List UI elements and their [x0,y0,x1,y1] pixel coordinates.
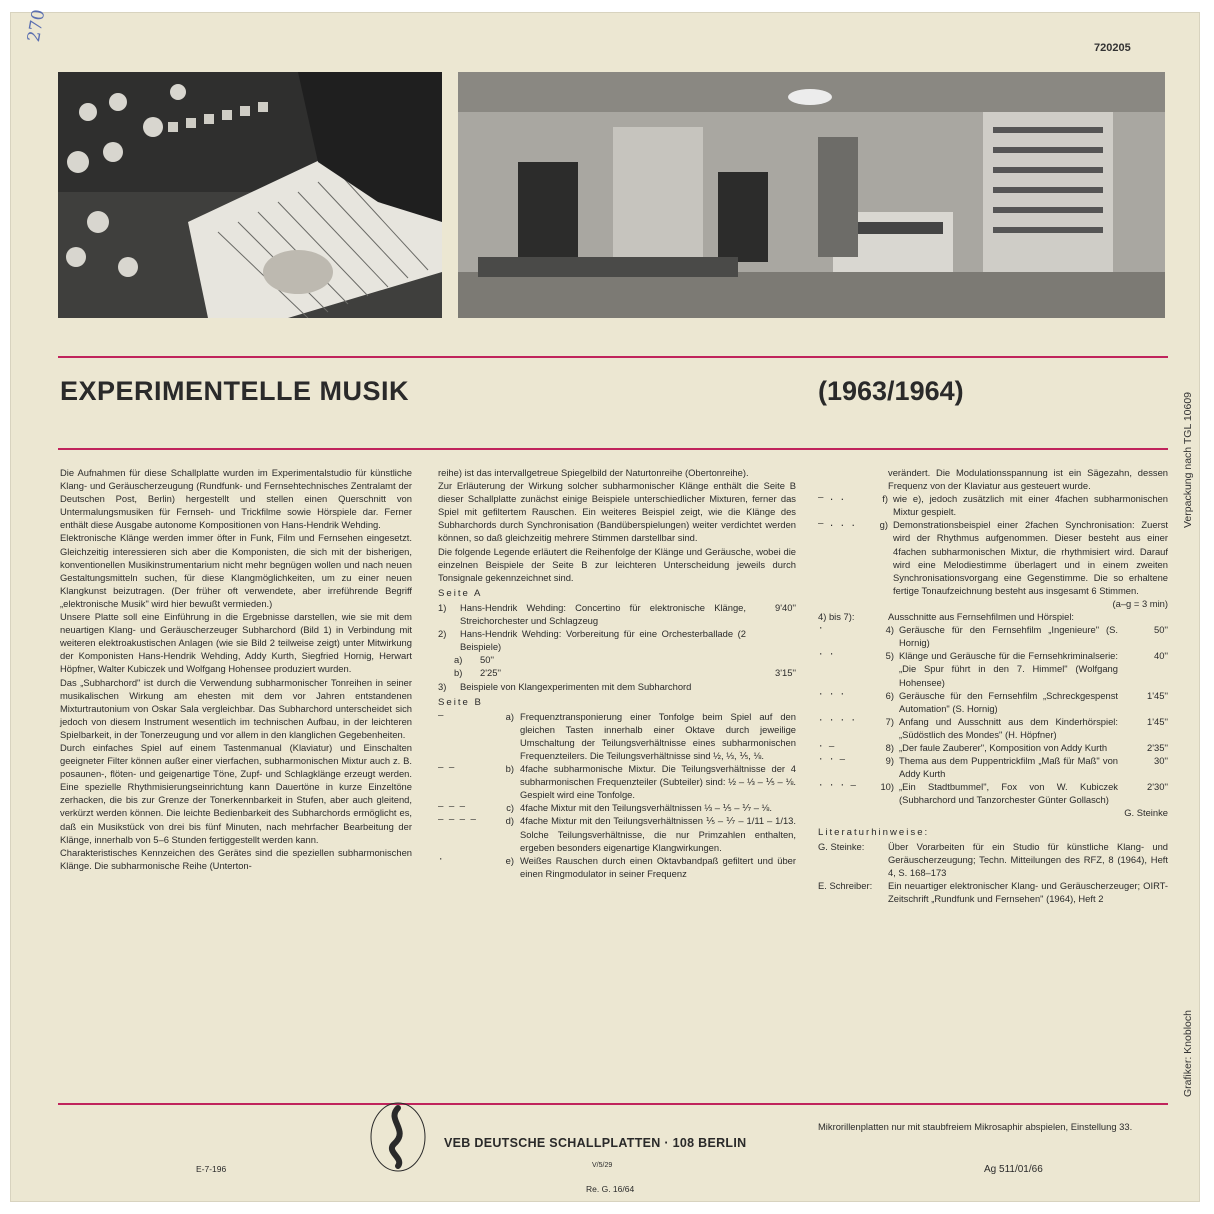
range-label: 4) bis 7): [818,611,855,623]
column-3-text [818,466,1168,905]
track-row [438,710,796,762]
track-duration [746,653,796,666]
track-letter: a) [505,710,514,722]
track-row [818,780,1168,806]
side-a-tracklist [438,601,796,693]
signal-mark: – – [438,763,455,774]
total-duration: (a–g = 3 min) [1112,597,1168,609]
track-duration [746,680,796,693]
track-number: 6) [885,689,894,701]
track-number: 2) [438,628,447,640]
literature-list [818,840,1168,905]
track-title: Thema aus dem Puppentrickfilm „Maß für Maß" von Addy Kurth [899,755,1118,780]
paragraph: Durch einfaches Spiel auf einem Tastenmanual (Klaviatur) und Einschalten geeigneter Filter können außer einer vierfachen, subharmonischen Mixtur auch z. B. posaunen-, flöten- und geigenartige Töne, Zupf- und Schlagklänge erzeugt werden. Eine spezielle Rhythmisierungseinrichtung kann Dauertöne in kurze Einzeltöne zerhacken, die bis zur Grenze der Tonerkennbarkeit in Stufen, aber auch gleitend, verkürzt werden können. Die leichte Bedienbarkeit des Subharchords ermöglicht es, daß ein Musikstück von drei bis fünf Minuten, nach mehrfacher Bearbeitung der Klänge, innerhalb von 5–6 Stunden fertiggestellt werden kann. [60,741,412,845]
track-number: 3) [438,680,447,692]
literature-heading: Literaturhinweise: [818,826,930,838]
track-row [818,741,1168,754]
track-description: 4fache Mixtur mit den Teilungsverhältnissen ⅕ – ⅐ – 1/11 – 1/13. Solche Teilungsverhältnisse, die nur Primzahlen enthalten, ergeben besonders eigenartige Klangwirkungen. [520,815,796,853]
track-title: Geräusche für den Fernsehfilm „Ingenieure" (S. Hornig) [899,624,1118,649]
catalog-number: 720205 [1094,42,1131,54]
excerpts-list [818,623,1168,806]
track-row [438,601,796,627]
track-row [818,492,1168,518]
logo-icon [368,1100,428,1174]
registration-code: Re. G. 16/64 [586,1184,635,1194]
track-duration: 2'35'' [1146,741,1168,753]
literature-reference: Ein neuartiger elektronischer Klang- und Geräuscherzeuger; OIRT-Zeitschrift „Rundfunk und Fernsehen" (1964), Heft 2 [888,879,1168,904]
track-duration: 40'' [1153,650,1168,662]
track-number: a) [454,654,463,666]
side-b-tracklist-cont [818,492,1168,597]
literature-item [818,879,1168,905]
title-rule [58,448,1168,450]
playback-note: Mikrorillenplatten nur mit staubfreiem Mikrosaphir abspielen, Einstellung 33. [818,1121,1133,1132]
paragraph: Elektronische Klänge werden immer öfter in Funk, Film und Fernsehen eingesetzt. Gleichzeitig interessieren sich aber die Komponisten, die sich mit der bisherigen, konventionellen Musikinstrumentarium nicht mehr begnügen wollen und nach neuen Gestaltungsmitteln suchen, für diese Klangmöglichkeiten, um zu einer neuen Klangkunst beizutragen. (Der früher oft verwendete, aber irreführende Begriff „elektronische Musik" wird hier bewußt vermieden.) [60,532,412,609]
track-letter: d) [505,815,514,827]
signal-mark: · – [818,741,835,752]
page-title: EXPERIMENTELLE MUSIK [60,376,410,406]
signal-mark: · · · – [818,781,856,792]
approval-code: V/5/29 [592,1162,613,1169]
signal-mark: – . . [818,493,846,504]
photo-subharchord-keyboard [58,72,442,318]
signal-mark: – – – [438,802,466,813]
track-row [438,854,796,880]
range-text: Ausschnitte aus Fernsehfilmen und Hörspiel: [888,611,1075,623]
track-letter: e) [505,854,514,866]
author-signature: G. Steinke [1124,807,1168,819]
track-number: 8) [885,741,894,753]
track-row [438,627,796,653]
signal-mark: · · · · [818,715,856,726]
track-description: Demonstrationsbeispiel einer 2fachen Synchronisation: Zuerst wird der Rhythmus aufgenommen. Dieser besteht aus einer 4fachen subharmonischen Mixtur, die rhythmisiert wird. Darauf wird eine Melodiestimme überlagert und in einem zweiten Synchronisationsvorgang eine Gegenstimme. Die so erhaltene fertige Tonaufzeichnung besteht aus insgesamt 6 Stimmen. [893,519,1168,596]
literature-author: E. Schreiber: [818,879,873,891]
signal-mark: – – – – [438,815,476,826]
paragraph: Zur Erläuterung der Wirkung solcher subharmonischer Klänge enthält die Seite B dieser Schallplatte zunächst einige Beispiele unterschiedlicher Mixturen, ferner das Spiel mit gefiltertem Rauschen. Ein weiteres Beispiel zeigt, wie die Klänge des Subharchords durch Synchronisation (Bandüberspielungen) weiter verdichtet werden können, so daß gleichzeitig mehrere Stimmen darstellbar sind. [438,480,796,544]
track-letter: g) [879,519,888,531]
signal-mark: · [438,854,444,865]
track-duration: 1'45'' [1146,689,1168,701]
paragraph: Das „Subharchord" ist durch die Verwendung subharmonischer Tonreihen in seiner musikalischen Wirkung am ehesten mit dem vor Jahren entstandenen Mixturtrautonium von Oskar Sala vergleichbar. Das Subharchord unterscheidet sich jedoch von diesem Instrument wesentlich im technischen Aufbau, in der leichteren Spielbarkeit, in der Tonerzeugung und vor allem in den klanglichen Gegebenheiten. [60,676,412,740]
track-duration [746,627,796,653]
track-title: Anfang und Ausschnitt aus dem Kinderhörspiel: „Südöstlich des Mondes" (H. Höpfner) [899,715,1118,740]
track-description: Frequenztransponierung einer Tonfolge beim Spiel auf den gleichen Tasten innerhalb einer Oktave durch jeweilige Umschaltung der Teilungsverhältnisse eines subharmonischen Frequenzteilers. Die Teilungsverhältnisse sind ½, ⅓, ⅕, ⅛. [520,710,796,761]
paragraph: Unsere Platte soll eine Einführung in die Ergebnisse darstellen, wie sie mit dem neuartigen Klang- und Geräuscherzeuger Subharchord (Bild 1) in Verbindung mit weiteren elektroakustischen Anlagen (wie sie Bild 2 teilweise zeigt) unter Mitwirkung der Komponisten Hans-Hendrik Wehding, Addy Kurth, Siegfried Hornig, Herwart Höpfner, Walter Kubiczek und Wolfgang Hohensee produziert wurden. [60,611,412,675]
track-row [818,518,1168,597]
track-description: Weißes Rauschen durch einen Oktavbandpaß gefiltert und über einen Ringmodulator in seiner Frequenz [520,854,796,879]
track-description: 4fache Mixtur mit den Teilungsverhältnissen ⅓ – ⅕ – ⅐ – ⅛. [520,802,772,814]
range-heading [818,610,1168,623]
track-title: Hans-Hendrik Wehding: Vorbereitung für eine Orchesterballade (2 Beispiele) [460,628,746,653]
publisher-name: VEB DEUTSCHE SCHALLPLATTEN · 108 BERLIN [444,1136,747,1150]
literature-item [818,840,1168,879]
track-duration: 9'40'' [774,601,796,613]
literature-author: G. Steinke: [818,840,865,852]
track-description: 4fache subharmonische Mixtur. Die Teilungsverhältnisse der 4 subharmonischen Frequenzteiler (Subteiler) sind: ½ – ⅓ – ⅕ – ⅛. Gespielt wird eine Tonfolge. [520,763,796,801]
top-rule [58,356,1168,358]
track-row [818,715,1168,741]
track-title: Beispiele von Klangexperimenten mit dem Subharchord [460,680,692,692]
track-row [818,754,1168,780]
track-number: b) [454,667,463,679]
signal-mark: – [438,710,444,721]
side-a-heading: Seite A [438,587,483,599]
track-row [818,689,1168,715]
track-row [438,814,796,853]
track-duration: 1'45'' [1146,715,1168,727]
paragraph: Die folgende Legende erläutert die Reihenfolge der Klänge und Geräusche, wobei die einzelnen Beispiele der Seite B zur leichteren Unterscheidung jeweils durch Tonsignale gekennzeichnet sind. [438,545,796,583]
track-title: „Ein Stadtbummel", Fox von W. Kubiczek (Subharchord und Tanzorchester Günter Gollasch) [899,781,1118,806]
track-title: Geräusche für den Fernsehfilm „Schreckgespenst Automation" (S. Hornig) [899,689,1118,714]
studio-illustration [458,72,1165,318]
track-letter: c) [506,802,514,814]
track-letter: f) [882,493,888,505]
eterna-logo [368,1100,428,1174]
side-b-heading: Seite B [438,696,483,708]
track-number: 10) [880,781,894,793]
track-row [438,653,796,666]
column-2-text [438,466,796,880]
packaging-note: Verpackung nach TGL 10609 [1182,391,1194,528]
track-number: 7) [885,715,894,727]
literature-reference: Über Vorarbeiten für ein Studio für künstliche Klang- und Geräuscherzeugung; Techn. Mitteilungen des RFZ, 8 (1964), Heft 4, S. 168–173 [888,840,1168,878]
track-number: 1) [438,601,447,613]
label-code: E-7-196 [196,1164,227,1174]
side-b-tracklist [438,710,796,880]
track-duration: 2'30'' [1146,781,1168,793]
track-row [438,801,796,814]
signal-mark: · [818,624,824,635]
column-1-text [60,466,412,872]
track-row [818,623,1168,649]
track-number: 9) [885,755,894,767]
title-years: (1963/1964) [818,376,964,406]
bottom-rule [58,1103,1168,1105]
paragraph: Die Aufnahmen für diese Schallplatte wurden im Experimentalstudio für künstliche Klang- und Geräuscherzeugung (Rundfunk- und Fernsehtechnisches Zentralamt der Deutschen Post, Berlin) hergestellt und stellen einen Querschnitt von Untermalungsmusiken für Fernseh- und Trickfilme sowie Hörspiele dar. Ferner enthält diese Ausgabe autonome Kompositionen von Hans-Hendrik Wehding. [60,467,412,531]
paragraph: verändert. Die Modulationsspannung ist ein Sägezahn, dessen Frequenz von der Klaviatur aus gesteuert wurde. [888,467,1168,492]
print-code: Ag 511/01/66 [984,1164,1043,1175]
keyboard-illustration [58,72,442,318]
track-row [438,680,796,693]
track-row [438,666,796,679]
track-duration: 30'' [1153,755,1168,767]
signal-mark: · · – [818,755,846,766]
signal-mark: · · · [818,689,846,700]
track-row [438,762,796,801]
handwritten-note: 270 [24,8,50,44]
photo-experimental-studio [458,72,1165,318]
track-number: 5) [885,650,894,662]
track-duration: 3'15'' [774,667,796,679]
track-title: 50'' [480,654,495,666]
signal-mark: · · [818,650,835,661]
track-title: „Der faule Zauberer", Komposition von Addy Kurth [899,741,1108,753]
paragraph: Charakteristisches Kennzeichen des Gerätes sind die speziellen subharmonischen Klänge. Die subharmonische Reihe (Unterton- [60,846,412,871]
track-title: Hans-Hendrik Wehding: Concertino für elektronische Klänge, Streichorchester und Schlagzeug [460,601,746,627]
track-number: 4) [885,624,894,636]
track-title: Klänge und Geräusche für die Fernsehkriminalserie: „Die Spur führt in den 7. Himmel" (Wolfgang Hohensee) [899,650,1118,688]
track-duration: 50'' [1153,624,1168,636]
track-description: wie e), jedoch zusätzlich mit einer 4fachen subharmonischen Mixtur gespielt. [893,493,1168,518]
track-letter: b) [505,763,514,775]
designer-credit: Grafiker: Knobloch [1182,1010,1194,1097]
track-row [818,649,1168,688]
paragraph: reihe) ist das intervallgetreue Spiegelbild der Naturtonreihe (Obertonreihe). [438,467,749,478]
signal-mark: – . . . [818,519,856,530]
track-title: 2'25'' [480,667,502,679]
